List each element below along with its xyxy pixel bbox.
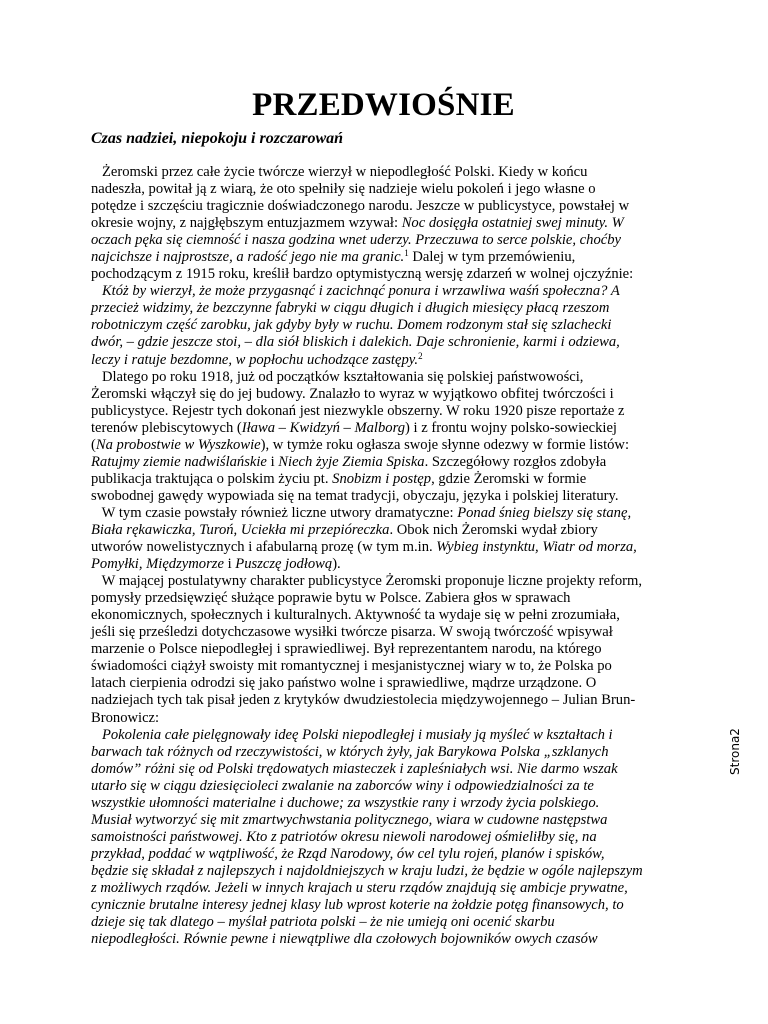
- text-line: [91, 914, 676, 931]
- text-line: [91, 778, 676, 795]
- text-segment: najcichsze i najprostsze, a radość jego nie ma granic.: [91, 249, 405, 266]
- text-segment: ) i z frontu wojny polsko-sowieckiej: [405, 419, 617, 436]
- text-segment: jeśli się prześledzi dotychczasowe wysiłki twórcze pisarza. W swoją twórczość wpisywał: [91, 624, 613, 641]
- text-segment: utworów nowelistycznych i afabularną prozę (w tym m.in.: [91, 539, 437, 556]
- text-segment: latach cierpienia odrodzi się jako państwo wolne i sprawiedliwe, mądrze urządzone. O: [91, 675, 597, 692]
- text-segment: marzenie o Polsce niepodległej i sprawiedliwej. Był reprezentantem narodu, na którego: [91, 641, 602, 658]
- text-segment: Iława – Kwidzyń – Malborg: [241, 419, 406, 436]
- text-segment: publicystyce. Rejestr tych dokonań jest niezwykle obszerny. W roku 1920 pisze reportaże z: [91, 402, 625, 419]
- text-segment: nadeszła, powitał ją z wiarą, że oto spełniły się nadzieje wielu pokoleń i jego własne o: [91, 181, 596, 198]
- text-line: [91, 317, 676, 334]
- text-segment: (: [91, 436, 96, 453]
- text-line: [91, 692, 676, 709]
- text-segment: W mającej postulatywny charakter publicystyce Żeromski proponuje liczne projekty reform,: [91, 573, 643, 590]
- text-line: [91, 641, 676, 658]
- text-line: [91, 181, 676, 198]
- text-segment: dzieje się tak dlatego – myślał patriota polski – że nie umieją oni ocenić skarbu: [91, 914, 555, 931]
- text-line: [91, 727, 676, 744]
- text-line: [91, 334, 676, 351]
- text-line: [91, 744, 676, 761]
- text-segment: wszystkie ułomności materialne i duchowe; za wszystkie rany i wrzody życia polskiego.: [91, 794, 600, 811]
- text-segment: ekonomicznych, społecznych i kulturalnych. Aktywność ta wydaje się w pełni zrozumiała,: [91, 607, 620, 624]
- text-line: [91, 624, 676, 641]
- text-segment: Dalej w tym przemówieniu,: [408, 249, 576, 266]
- text-segment: Na probostwie w Wyszkowie: [95, 436, 261, 453]
- text-segment: cynicznie brutalne interesy jednej klasy lub wprost koterie na żołdzie potęg finansowych, to: [91, 897, 624, 914]
- text-segment: Snobizm i postęp: [332, 470, 432, 487]
- text-line: [91, 505, 676, 522]
- text-segment: potędze i szczęściu tragicznie doświadczonego narodu. Jeszcze w publicystyce, powstałej w: [91, 198, 630, 215]
- text-segment: oczach pęka się ciemność i nasza godzina wnet uderzy. Przeczuwa to serce polskie, choćby: [91, 232, 621, 249]
- text-segment: z możliwych rządów. Jeżeli w innych krajach u steru rządów znajdują się ambicje prywatne,: [91, 879, 628, 896]
- document-title: PRZEDWIOŚNIE: [252, 87, 515, 123]
- text-line: [91, 420, 676, 437]
- text-segment: przykład, poddać w wątpliwość, że Rząd Narodowy, ów cel tylu rojeń, planów i spisków,: [91, 845, 605, 862]
- text-segment: Musiał wytworzyć się mit zmartwychwstania politycznego, wiara w cudowne następstwa: [91, 811, 608, 828]
- text-segment: Noc dosięgła ostatniej swej minuty. W: [401, 215, 624, 232]
- text-line: [91, 488, 676, 505]
- text-segment: Pokolenia całe pielęgnowały ideę Polski niepodległej i musiały ją myśleć w kształtach i: [91, 726, 613, 743]
- text-line: [91, 812, 676, 829]
- text-segment: Wybieg instynktu, Wiatr od morza,: [436, 539, 637, 556]
- text-line: [91, 454, 676, 471]
- text-segment: Puszczę jodłową: [235, 556, 333, 573]
- text-segment: leczy i ratuje bezdomne, w popłochu uchodzące zastępy.: [91, 351, 419, 368]
- text-segment: niepodległości. Równie pewne i niewątpliwe dla czołowych bojowników owych czasów: [91, 931, 598, 948]
- text-segment: pomysły przedsięwzięć służące poprawie bytu w Polsce. Zabiera głos w sprawach: [91, 590, 571, 607]
- text-line: [91, 300, 676, 317]
- text-segment: ), w tymże roku ogłasza swoje słynne odezwy w formie listów:: [260, 436, 630, 453]
- text-segment: robotniczym część zarobku, jak gdyby były w ruchu. Domem rodzonym stał się szlachecki: [91, 317, 612, 334]
- text-segment: Bronowicz:: [91, 709, 160, 726]
- text-segment: barwach tak różnych od rzeczywistości, w których żyły, jak Barykowa Polska „szklanych: [91, 743, 609, 760]
- text-segment: samoistności państwowej. Kto z patriotów okresu niewoli narodowej ośmieliłby się, na: [91, 828, 597, 845]
- text-line: [91, 675, 676, 692]
- text-line: [91, 471, 676, 488]
- text-line: [91, 198, 676, 215]
- text-line: [91, 573, 676, 590]
- text-segment: będzie się składał z najlepszych i najdoldniejszych w kraju ludzi, że będzie w ogóle najlepszym: [91, 862, 643, 879]
- text-line: [91, 931, 676, 948]
- text-segment: okresie wojny, z najgłębszym entuzjazmem wzywał:: [91, 215, 402, 232]
- text-line: [91, 846, 676, 863]
- text-line: [91, 590, 676, 607]
- text-segment: Ponad śnieg bielszy się stanę,: [457, 504, 632, 521]
- text-line: [91, 897, 676, 914]
- text-segment: . Obok nich Żeromski wydał zbiory: [389, 521, 598, 538]
- text-segment: Niech żyje Ziemia Spiska: [278, 453, 425, 470]
- text-segment: nadziejach tych tak pisał jeden z krytyków dwudziestolecia międzywojennego – Julian Brun-: [91, 692, 636, 709]
- footnote-marker: 2: [418, 350, 423, 361]
- text-line: [91, 369, 676, 386]
- text-segment: i: [266, 453, 279, 470]
- text-segment: Któż by wierzył, że może przygasnąć i zacichnąć ponura i wrzawliwa waśń społeczna? A: [91, 283, 620, 300]
- footnote-marker: 1: [404, 248, 409, 259]
- text-line: [91, 710, 676, 727]
- text-segment: , gdzie Żeromski w formie: [431, 470, 587, 487]
- text-line: [91, 658, 676, 675]
- text-line: [91, 352, 676, 369]
- text-line: [91, 283, 676, 300]
- text-segment: terenów plebiscytowych (: [91, 419, 242, 436]
- text-line: [91, 829, 676, 846]
- text-segment: Biała rękawiczka, Turoń, Uciekła mi przepióreczka: [91, 521, 390, 538]
- text-segment: Dlatego po roku 1918, już od początków kształtowania się polskiej państwowości,: [91, 368, 584, 385]
- text-segment: i: [223, 556, 236, 573]
- body-text: [91, 164, 676, 948]
- text-segment: domów” różni się od Polski trędowatych miasteczek i zapleśniałych wsi. Nie darmo wszak: [91, 760, 618, 777]
- text-segment: przecież widzimy, że bezczynne fabryki w ciągu długich i długich miesięcy płacą rzeszom: [91, 300, 610, 317]
- text-line: [91, 266, 676, 283]
- text-segment: . Szczegółowy rozgłos zdobyła: [424, 453, 607, 470]
- text-line: [91, 539, 676, 556]
- text-segment: dwór, – gdzie jeszcze stoi, – dla siół bliskich i dalekich. Daje schronienie, karmi i odziewa,: [91, 334, 620, 351]
- text-segment: Żeromski włączył się do jej budowy. Znalazło to wyraz w wyjątkowo obfitej twórczości i: [91, 385, 614, 402]
- document-subtitle: Czas nadziei, niepokoju i rozczarowań: [91, 130, 344, 147]
- text-segment: Ratujmy ziemie nadwiślańskie: [91, 453, 267, 470]
- text-line: [91, 386, 676, 403]
- document-page: [91, 85, 676, 948]
- text-line: [91, 556, 676, 573]
- text-line: [91, 522, 676, 539]
- text-line: [91, 232, 676, 249]
- text-line: [91, 403, 676, 420]
- text-segment: Żeromski przez całe życie twórcze wierzył w niepodległość Polski. Kiedy w końcu: [91, 164, 588, 180]
- text-line: [91, 880, 676, 897]
- text-segment: świadomości ciążył swoisty mit romantycznej i mesjanistycznej wiary w to, że Polska po: [91, 658, 612, 675]
- text-segment: publikacja traktująca o polskim życiu pt.: [91, 470, 333, 487]
- text-segment: ).: [332, 556, 341, 573]
- text-line: [91, 607, 676, 624]
- text-line: [91, 761, 676, 778]
- text-line: [91, 164, 676, 181]
- text-line: [91, 437, 676, 454]
- text-line: [91, 249, 676, 266]
- text-line: [91, 215, 676, 232]
- text-segment: pochodzącym z 1915 roku, kreślił bardzo optymistyczną wersję zdarzeń w wolnej ojczyźnie:: [91, 266, 634, 283]
- text-segment: swobodnej gawędy wypowiada się na temat tradycji, obyczaju, języka i polskiej literatury.: [91, 487, 619, 504]
- text-segment: W tym czasie powstały również liczne utwory dramatyczne:: [91, 504, 458, 521]
- text-segment: utarło się w ciągu dziesięcioleci zwalanie na zaborców winy i odpowiedzialności za te: [91, 777, 594, 794]
- text-line: [91, 863, 676, 880]
- page-number-label: Strona2: [728, 728, 742, 775]
- text-line: [91, 795, 676, 812]
- text-segment: Pomyłki, Międzymorze: [91, 556, 224, 573]
